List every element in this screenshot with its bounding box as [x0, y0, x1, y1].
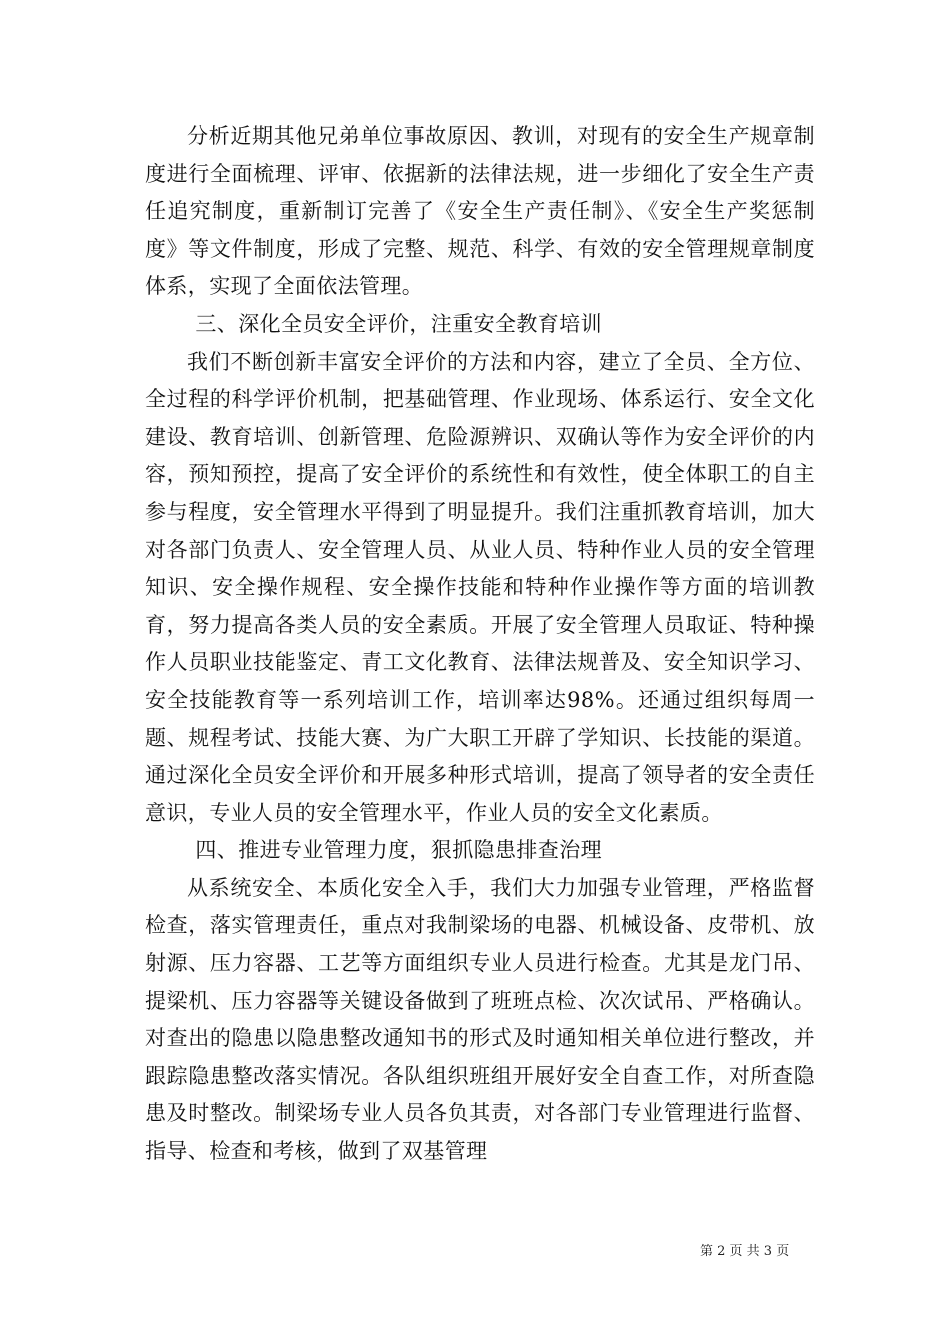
page-number: 第 2 页 共 3 页 [700, 1244, 790, 1259]
section-heading-4: 四、推进专业管理力度，狠抓隐患排查治理 [195, 838, 602, 863]
paragraph-professional-management: 从系统安全、本质化安全入手，我们大力加强专业管理，严格监督检查，落实管理责任，重点对我制梁场的电器、机械设备、皮带机、放射源、压力容器、工艺等方面组织专业人员进行检查。尤其是龙门吊、提梁机、压力容器等关键设备做到了班班点检、次次试吊、严格确认。对查出的隐患以隐患整改通知书的形式及时通知相关单位进行整改，并跟踪隐患整改落实情况。各队组织班组开展好安全自查工作，对所查隐患及时整改。制梁场专业人员各负其责，对各部门专业管理进行监督、指导、检查和考核，做到了双基管理 [145, 875, 815, 1164]
paragraph-safety-evaluation: 我们不断创新丰富安全评价的方法和内容，建立了全员、全方位、全过程的科学评价机制，把基础管理、作业现场、体系运行、安全文化建设、教育培训、创新管理、危险源辨识、双确认等作为安全评价的内容，预知预控，提高了安全评价的系统性和有效性，使全体职工的自主参与程度，安全管理水平得到了明显提升。我们注重抓教育培训，加大对各部门负责人、安全管理人员、从业人员、特种作业人员的安全管理知识、安全操作规程、安全操作技能和特种作业操作等方面的培训教育，努力提高各类人员的安全素质。开展了安全管理人员取证、特种操作人员职业技能鉴定、青工文化教育、法律法规普及、安全知识学习、安全技能教育等一系列培训工作，培训率达98%。还通过组织每周一题、规程考试、技能大赛、为广大职工开辟了学知识、长技能的渠道。通过深化全员安全评价和开展多种形式培训，提高了领导者的安全责任意识，专业人员的安全管理水平，作业人员的安全文化素质。 [145, 349, 815, 825]
document-body [145, 118, 815, 1171]
paragraph-regulations: 分析近期其他兄弟单位事故原因、教训，对现有的安全生产规章制度进行全面梳理、评审、依据新的法律法规，进一步细化了安全生产责任追究制度，重新制订完善了《安全生产责任制》、《安全生产奖惩制度》等文件制度，形成了完整、规范、科学、有效的安全管理规章制度体系，实现了全面依法管理。 [145, 124, 815, 299]
section-heading-3: 三、深化全员安全评价，注重安全教育培训 [195, 311, 602, 336]
